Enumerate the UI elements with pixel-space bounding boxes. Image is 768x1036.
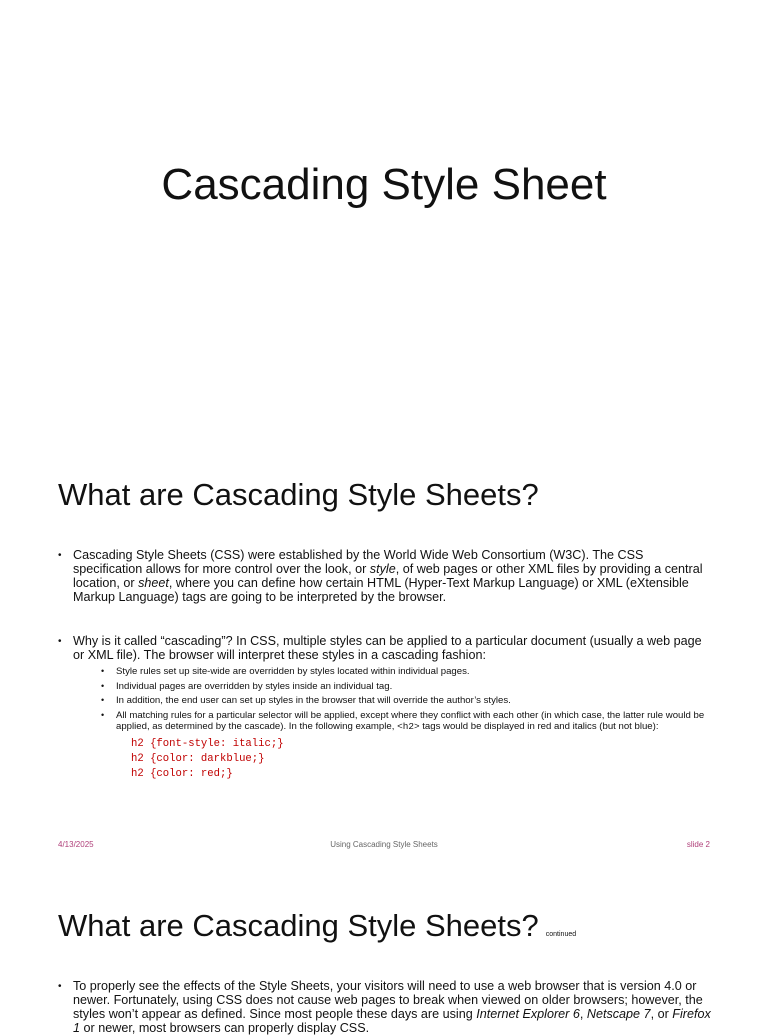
footer-slide-number: slide 2 (686, 840, 710, 849)
code-line: h2 {color: darkblue;} (131, 752, 265, 765)
sub-bullet-item (101, 696, 714, 707)
sub-bullet-item (101, 682, 714, 693)
bullet-glyph: • (101, 680, 105, 691)
bullet-text: , (579, 1006, 587, 1021)
content-slide-2 (0, 433, 768, 865)
slide-heading-text: What are Cascading Style Sheets? (58, 908, 539, 943)
bullet-glyph: • (58, 550, 62, 561)
bullet-text: , of web pages or other XML files by providing a central location, or (73, 561, 703, 590)
bullet-text: , or (650, 1006, 673, 1021)
bullet-glyph: • (101, 710, 105, 721)
sub-bullet-item (101, 711, 714, 732)
bullet-text-italic: Netscape 7 (586, 1006, 651, 1021)
code-line: h2 {font-style: italic;} (131, 737, 284, 750)
bullet-glyph: • (101, 695, 105, 706)
bullet-item (58, 635, 714, 782)
code-line: h2 {color: red;} (131, 767, 233, 780)
bullet-text-italic: sheet (138, 575, 169, 590)
sub-bullet-text: Style rules set up site-wide are overridden by styles located within individual pages. (116, 665, 470, 677)
bullet-text-italic: style (369, 561, 396, 576)
slide-heading (58, 908, 576, 944)
bullet-item (58, 549, 714, 605)
bullet-text: Cascading Style Sheets (CSS) were established by the World Wide Web Consortium (W3C). The CSS specification allows for more control over the look, or (73, 548, 644, 576)
inline-code: <h2> (397, 720, 420, 732)
bullet-glyph: • (58, 981, 62, 992)
bullet-list (58, 635, 714, 782)
bullet-text-italic: Firefox 1 (73, 1006, 711, 1035)
bullet-list (58, 980, 714, 1036)
slide-heading: What are Cascading Style Sheets? (58, 477, 539, 512)
bullet-glyph: • (58, 636, 62, 647)
sub-bullet-item (101, 667, 714, 678)
bullet-text-italic: Internet Explorer 6 (476, 1006, 580, 1021)
bullet-item (58, 980, 714, 1036)
bullet-text: Why is it called “cascading”? In CSS, multiple styles can be applied to a particular document (usually a web page or XML file). The browser will interpret these styles in a cascading fashion: (73, 634, 702, 662)
bullet-text: To properly see the effects of the Style Sheets, your visitors will need to use a web browser that is version 4.0 or newer. Fortunately, using CSS does not cause web pages to break when viewed on older browsers; however, the styles won’t appear as defined. Since most people these days are using (73, 979, 703, 1021)
presentation-title: Cascading Style Sheet (161, 160, 607, 209)
continued-label: continued (545, 931, 577, 938)
sub-bullet-list (73, 667, 714, 733)
title-slide (0, 0, 768, 432)
sub-bullet-text: All matching rules for a particular selector will be applied, except where they conflict with each other (in which case, the latter rule would be applied, as determined by the cascade). In the following example, (116, 710, 705, 732)
bullet-text: , where you can define how certain HTML (Hyper-Text Markup Language) or XML (eXtensible Markup Language) tags are going to be interpreted by the browser. (73, 575, 689, 604)
content-slide-3 (0, 866, 768, 1035)
footer-title: Using Cascading Style Sheets (330, 840, 438, 849)
bullet-glyph: • (101, 665, 105, 676)
bullet-text: or newer, most browsers can properly display CSS. (80, 1020, 370, 1035)
bullet-list (58, 549, 714, 605)
footer-date: 4/13/2025 (58, 840, 94, 849)
sub-bullet-text: In addition, the end user can set up styles in the browser that will override the author’s styles. (116, 695, 511, 707)
sub-bullet-text: tags would be displayed in red and italics (but not blue): (419, 720, 659, 732)
sub-bullet-text: Individual pages are overridden by styles inside an individual tag. (116, 680, 393, 692)
